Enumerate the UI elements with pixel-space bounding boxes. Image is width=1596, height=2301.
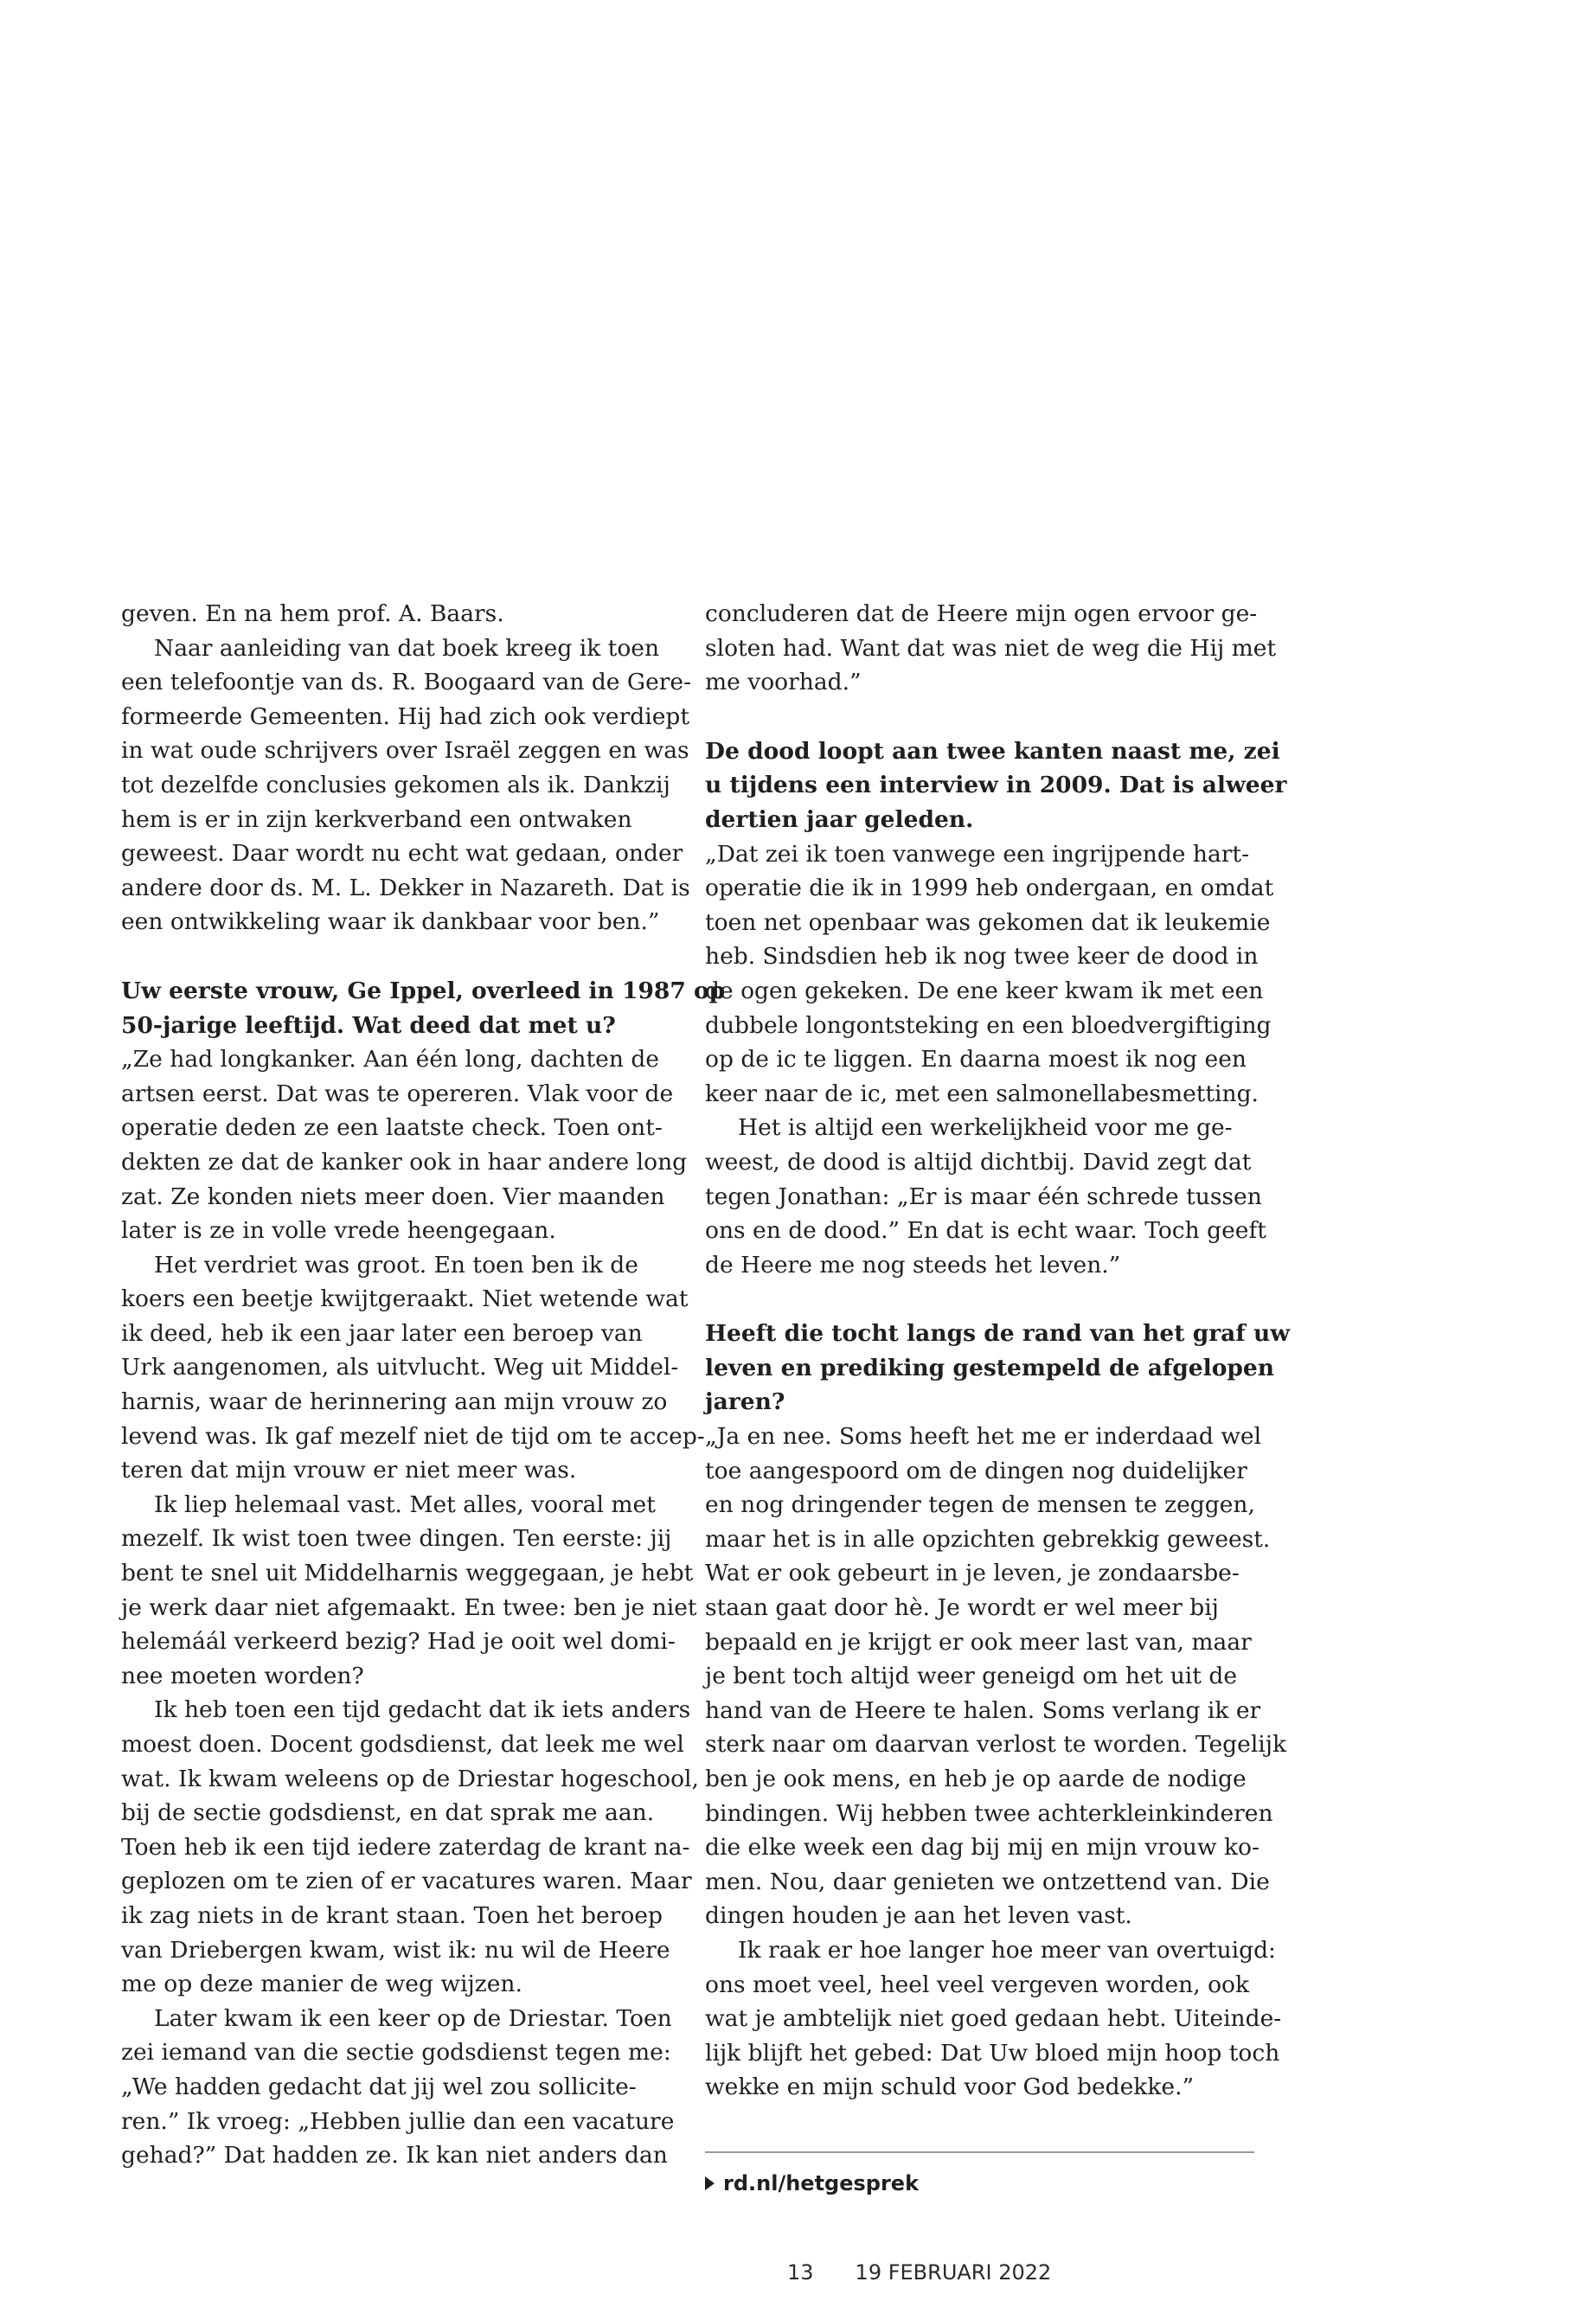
text-line: sterk naar om daarvan verlost te worden. Tegelijk xyxy=(705,1731,1287,1759)
question-line: 50-jarige leeftijd. Wat deed dat met u? xyxy=(121,1011,616,1039)
paragraph-gap xyxy=(705,1282,1259,1317)
text-line: harnis, waar de herinnering aan mijn vrouw zo xyxy=(121,1388,668,1416)
text-line: ik zag niets in de krant staan. Toen het beroep xyxy=(121,1901,663,1929)
text-line: andere door ds. M. L. Dekker in Nazareth. Dat is xyxy=(121,874,690,901)
question-line: u tijdens een interview in 2009. Dat is alweer xyxy=(705,772,1287,799)
text-line: „Dat zei ik toen vanwege een ingrijpende hart- xyxy=(705,840,1250,868)
text-line: ik deed, heb ik een jaar later een beroep van xyxy=(121,1319,643,1347)
text-line: hem is er in zijn kerkverband een ontwaken xyxy=(121,805,632,833)
text-line: Ik heb toen een tijd gedacht dat ik iets anders xyxy=(154,1696,691,1724)
text-line: en nog dringender tegen de mensen te zeggen, xyxy=(705,1491,1255,1519)
text-line: in wat oude schrijvers over Israël zeggen en was xyxy=(121,737,689,765)
text-line: Later kwam ik een keer op de Driestar. Toen xyxy=(154,2004,672,2032)
text-line: formeerde Gemeenten. Hij had zich ook verdiept xyxy=(121,702,690,730)
text-line: Ik raak er hoe langer hoe meer van overtuigd: xyxy=(738,1936,1276,1964)
text-line: je bent toch altijd weer geneigd om het uit de xyxy=(705,1663,1237,1690)
text-line: „We hadden gedacht dat jij wel zou sollicite- xyxy=(121,2073,637,2100)
text-line: dubbele longontsteking en een bloedvergiftiging xyxy=(705,1011,1272,1039)
text-line: moest doen. Docent godsdienst, dat leek me wel xyxy=(121,1731,684,1758)
text-line: geven. En na hem prof. A. Baars. xyxy=(121,600,504,627)
text-line: wat je ambtelijk niet goed gedaan hebt. Uiteinde- xyxy=(705,2005,1282,2033)
question-line: De dood loopt aan twee kanten naast me, zei xyxy=(705,737,1280,765)
page-footer xyxy=(787,2260,1051,2285)
text-line: koers een beetje kwijtgeraakt. Niet wetende wat xyxy=(121,1285,689,1313)
text-line: keer naar de ic, met een salmonellabesmetting. xyxy=(705,1080,1259,1107)
text-line: Het is altijd een werkelijkheid voor me ge- xyxy=(738,1114,1233,1142)
text-line: op de ic te liggen. En daarna moest ik nog een xyxy=(705,1046,1247,1074)
text-line: Ik liep helemaal vast. Met alles, vooral met xyxy=(154,1490,656,1518)
text-line: concluderen dat de Heere mijn ogen ervoor ge- xyxy=(705,600,1258,627)
text-line: levend was. Ik gaf mezelf niet de tijd om te accep- xyxy=(121,1422,705,1450)
question-line: dertien jaar geleden. xyxy=(705,805,974,833)
text-line: je werk daar niet afgemaakt. En twee: ben je niet xyxy=(121,1593,697,1621)
text-line: bepaald en je krijgt er ook meer last van, maar xyxy=(705,1628,1252,1656)
text-line: zat. Ze konden niets meer doen. Vier maanden xyxy=(121,1183,665,1210)
text-line: Het verdriet was groot. En toen ben ik de xyxy=(154,1251,638,1279)
article-column-right xyxy=(705,597,1291,2105)
text-line: die elke week een dag bij mij en mijn vrouw ko- xyxy=(705,1834,1259,1862)
question-line: Uw eerste vrouw, Ge Ippel, overleed in 1987 op xyxy=(121,977,726,1004)
text-line: gehad?” Dat hadden ze. Ik kan niet anders dan xyxy=(121,2142,668,2170)
text-line: zei iemand van die sectie godsdienst tegen me: xyxy=(121,2039,671,2067)
text-line: toen net openbaar was gekomen dat ik leukemie xyxy=(705,908,1271,936)
paragraph-gap xyxy=(121,939,670,974)
text-line: ons en de dood.” En dat is echt waar. Toch geeft xyxy=(705,1217,1266,1245)
text-line: Naar aanleiding van dat boek kreeg ik toen xyxy=(154,634,660,662)
page-number: 13 xyxy=(787,2260,814,2285)
text-line: men. Nou, daar genieten we ontzettend van. Die xyxy=(705,1868,1270,1895)
text-line: dekten ze dat de kanker ook in haar andere long xyxy=(121,1148,688,1176)
end-rule xyxy=(705,2151,1254,2153)
text-line: artsen eerst. Dat was te opereren. Vlak voor de xyxy=(121,1080,674,1107)
question-line: Heeft die tocht langs de rand van het graf uw xyxy=(705,1320,1291,1348)
text-line: helemáál verkeerd bezig? Had je ooit wel domi- xyxy=(121,1628,676,1656)
website-link-text[interactable]: rd.nl/hetgesprek xyxy=(723,2171,920,2195)
text-line: de ogen gekeken. De ene keer kwam ik met een xyxy=(705,977,1264,1004)
text-line: Wat er ook gebeurt in je leven, je zondaarsbe- xyxy=(705,1560,1240,1587)
paragraph-gap xyxy=(705,700,1259,734)
text-line: ons moet veel, heel veel vergeven worden, ook xyxy=(705,1971,1250,1998)
text-line: wat. Ik kwam weleens op de Driestar hogeschool, xyxy=(121,1765,699,1792)
text-line: „Ja en nee. Soms heeft het me er inderdaad wel xyxy=(705,1423,1262,1451)
text-line: wekke en mijn schuld voor God bedekke.” xyxy=(705,2073,1195,2101)
text-line: bindingen. Wij hebben twee achterkleinkinderen xyxy=(705,1799,1273,1827)
arrow-right-icon xyxy=(705,2176,715,2190)
text-line: me voorhad.” xyxy=(705,669,862,696)
website-link[interactable] xyxy=(705,2171,919,2195)
text-line: nee moeten worden? xyxy=(121,1662,364,1689)
text-line: ben je ook mens, en heb je op aarde de nodige xyxy=(705,1766,1247,1792)
text-line: van Driebergen kwam, wist ik: nu wil de Heere xyxy=(121,1936,670,1964)
text-line: geplozen om te zien of er vacatures waren. Maar xyxy=(121,1868,692,1895)
article-column-left xyxy=(121,597,726,2173)
text-line: Toen heb ik een tijd iedere zaterdag de krant na- xyxy=(121,1833,690,1861)
text-line: hand van de Heere te halen. Soms verlang ik er xyxy=(705,1696,1261,1724)
question-line: jaren? xyxy=(705,1388,785,1416)
text-line: weest, de dood is altijd dichtbij. David zegt dat xyxy=(705,1148,1252,1176)
text-line: bij de sectie godsdienst, en dat sprak me aan. xyxy=(121,1799,655,1827)
text-line: „Ze had longkanker. Aan één long, dachten de xyxy=(121,1046,659,1074)
text-line: bent te snel uit Middelharnis weggegaan, je hebt xyxy=(121,1560,694,1587)
text-line: maar het is in alle opzichten gebrekkig geweest. xyxy=(705,1525,1271,1553)
text-line: me op deze manier de weg wijzen. xyxy=(121,1971,522,1998)
text-line: later is ze in volle vrede heengegaan. xyxy=(121,1217,556,1245)
text-line: heb. Sindsdien heb ik nog twee keer de dood in xyxy=(705,943,1259,971)
text-line: tot dezelfde conclusies gekomen als ik. Dankzij xyxy=(121,771,670,798)
text-line: operatie deden ze een laatste check. Toen ont- xyxy=(121,1114,663,1142)
text-line: de Heere me nog steeds het leven.” xyxy=(705,1251,1121,1279)
text-line: ren.” Ik vroeg: „Hebben jullie dan een vacature xyxy=(121,2107,675,2135)
text-line: staan gaat door hè. Je wordt er wel meer bij xyxy=(705,1594,1219,1622)
text-line: geweest. Daar wordt nu echt wat gedaan, onder xyxy=(121,840,683,868)
text-line: teren dat mijn vrouw er niet meer was. xyxy=(121,1457,577,1484)
text-line: lijk blijft het gebed: Dat Uw bloed mijn hoop toch xyxy=(705,2039,1280,2067)
issue-date: 19 FEBRUARI 2022 xyxy=(855,2260,1052,2285)
text-line: toe aangespoord om de dingen nog duidelijker xyxy=(705,1457,1247,1484)
text-line: een telefoontje van ds. R. Boogaard van de Gere- xyxy=(121,669,692,696)
question-line: leven en prediking gestempeld de afgelopen xyxy=(705,1354,1275,1381)
text-line: operatie die ik in 1999 heb ondergaan, en omdat xyxy=(705,875,1274,902)
text-line: dingen houden je aan het leven vast. xyxy=(705,1902,1132,1930)
text-line: sloten had. Want dat was niet de weg die Hij met xyxy=(705,634,1277,662)
text-line: mezelf. Ik wist toen twee dingen. Ten eerste: jij xyxy=(121,1525,672,1553)
text-line: een ontwikkeling waar ik dankbaar voor ben.” xyxy=(121,908,660,936)
text-line: tegen Jonathan: „Er is maar één schrede tussen xyxy=(705,1183,1262,1210)
text-line: Urk aangenomen, als uitvlucht. Weg uit Middel- xyxy=(121,1354,679,1381)
